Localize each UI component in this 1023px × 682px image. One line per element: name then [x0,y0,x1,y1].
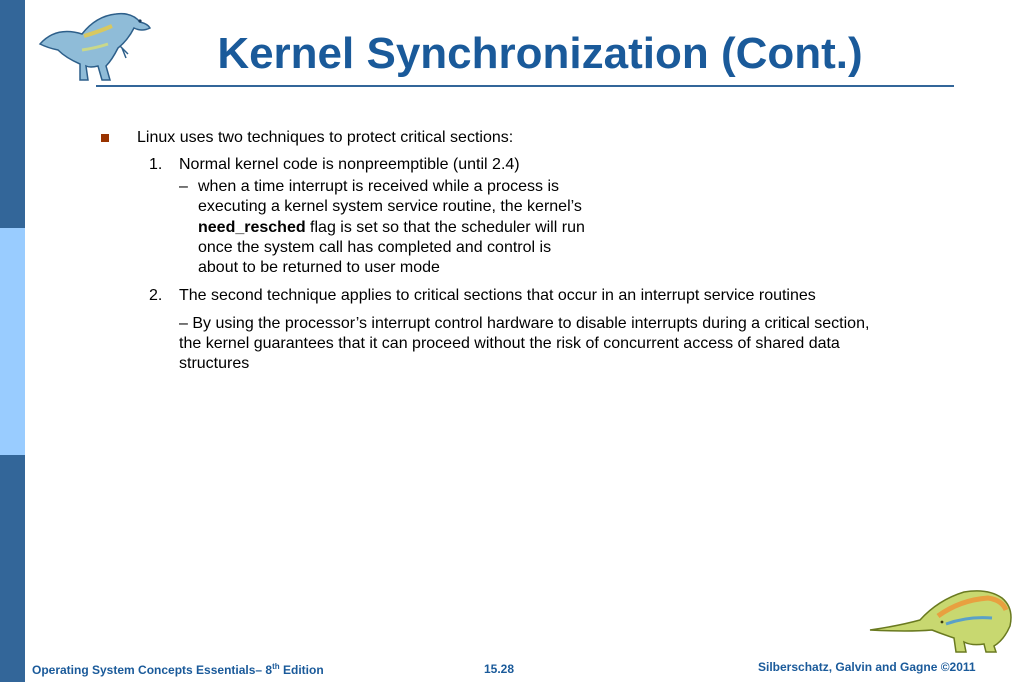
item2-number: 2. [149,287,163,304]
item1-sub-line3 [198,218,585,238]
footer-authors: Silberschatz, Galvin and Gagne ©2011 [758,660,976,674]
footer-course-title [32,662,324,677]
slide-title: Kernel Synchronization (Cont.) [217,29,863,78]
item2-sub-line2: the kernel guarantees that it can proceed without the risk of concurrent access of shared data [179,335,840,352]
item1-sub-dash: – [179,178,188,195]
item1-text: Normal kernel code is nonpreemptible (until 2.4) [179,156,520,173]
item1-sub-line4: once the system call has completed and control is [198,239,552,256]
footer-course-text: Operating System Concepts Essentials– 8 [32,663,273,677]
need-resched-term: need_resched [198,219,306,236]
item2-sub-line1: – By using the processor’s interrupt control hardware to disable interrupts during a critical section, [179,315,870,332]
item2-sub-line3: structures [179,355,250,372]
bullet-text: Linux uses two techniques to protect critical sections: [137,129,514,146]
item1-sub-line3-rest: flag is set so that the scheduler will run [305,219,585,236]
title-divider [96,85,954,87]
footer-page-number: 15.28 [484,662,515,676]
item1-sub-line5: about to be returned to user mode [198,259,440,276]
footer-superscript: th [272,662,280,671]
sidebar-segment-top [0,0,25,228]
item1-sub-line2: executing a kernel system service routine, the kernel’s [198,198,582,215]
left-sidebar [0,0,25,682]
dinosaur-icon [36,6,158,86]
item1-number: 1. [149,156,163,173]
sidebar-segment-middle [0,228,25,455]
item2-text: The second technique applies to critical sections that occur in an interrupt service routines [179,287,816,304]
item1-sub-line1: when a time interrupt is received while a process is [198,178,560,195]
square-bullet-icon [101,134,109,142]
sidebar-segment-bottom [0,455,25,682]
dinosaur-icon [868,586,1018,654]
footer-edition-text: Edition [279,663,324,677]
